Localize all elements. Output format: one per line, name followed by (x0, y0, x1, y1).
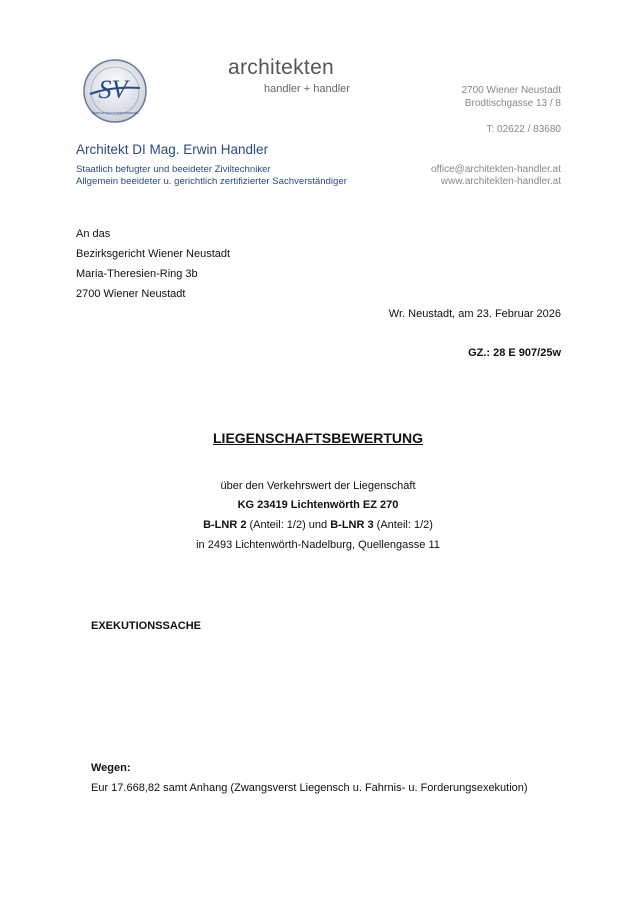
qualification-2: Allgemein beeideter u. gerichtlich zertifizierter Sachverständiger (76, 176, 347, 187)
lnr2-label: B-LNR 2 (203, 519, 247, 531)
recipient-line-3: Maria-Theresien-Ring 3b (76, 268, 198, 280)
lnr3-share: (Anteil: 1/2) (373, 519, 433, 531)
website-link[interactable]: www.architekten-handler.at (440, 176, 561, 187)
phone-number: T: 02622 / 83680 (486, 124, 561, 135)
svg-text:SV: SV (98, 75, 128, 104)
recipient-line-1: An das (76, 228, 111, 240)
subject-line-1: über den Verkehrswert der Liegenschaft (220, 480, 416, 492)
date-line: Wr. Neustadt, am 23. Februar 2026 (388, 308, 561, 320)
subject-line-4: in 2493 Lichtenwörth-Nadelburg, Quellengasse 11 (196, 539, 440, 551)
subject-line-2: KG 23419 Lichtenwörth EZ 270 (237, 499, 399, 511)
subject-line-3 (0, 519, 636, 531)
reason-text: Eur 17.668,82 samt Anhang (Zwangsverst Liegensch u. Fahrnis- u. Forderungsexekution) (91, 782, 528, 794)
address-city: 2700 Wiener Neustadt (461, 85, 561, 96)
lnr3-label: B-LNR 3 (330, 519, 374, 531)
svg-text:GERICHTSSACHVERSTÄNDIGER: GERICHTSSACHVERSTÄNDIGER (91, 111, 139, 115)
case-number: GZ.: 28 E 907/25w (468, 347, 561, 359)
email-address[interactable]: office@architekten-handler.at (430, 164, 561, 175)
case-type: EXEKUTIONSSACHE (91, 620, 202, 632)
address-street: Brodtischgasse 13 / 8 (464, 98, 561, 109)
recipient-line-2: Bezirksgericht Wiener Neustadt (76, 248, 231, 260)
architect-name: Architekt DI Mag. Erwin Handler (76, 142, 269, 157)
brand-subtitle: handler + handler (264, 83, 350, 95)
reason-label: Wegen: (91, 762, 131, 774)
recipient-line-4: 2700 Wiener Neustadt (76, 288, 186, 300)
brand-name: architekten (228, 56, 335, 79)
document-title: LIEGENSCHAFTSBEWERTUNG (213, 430, 423, 446)
company-logo (82, 58, 148, 124)
qualification-1: Staatlich befugter und beeideter Ziviltechniker (76, 164, 271, 175)
lnr2-share: (Anteil: 1/2) und (246, 519, 331, 531)
